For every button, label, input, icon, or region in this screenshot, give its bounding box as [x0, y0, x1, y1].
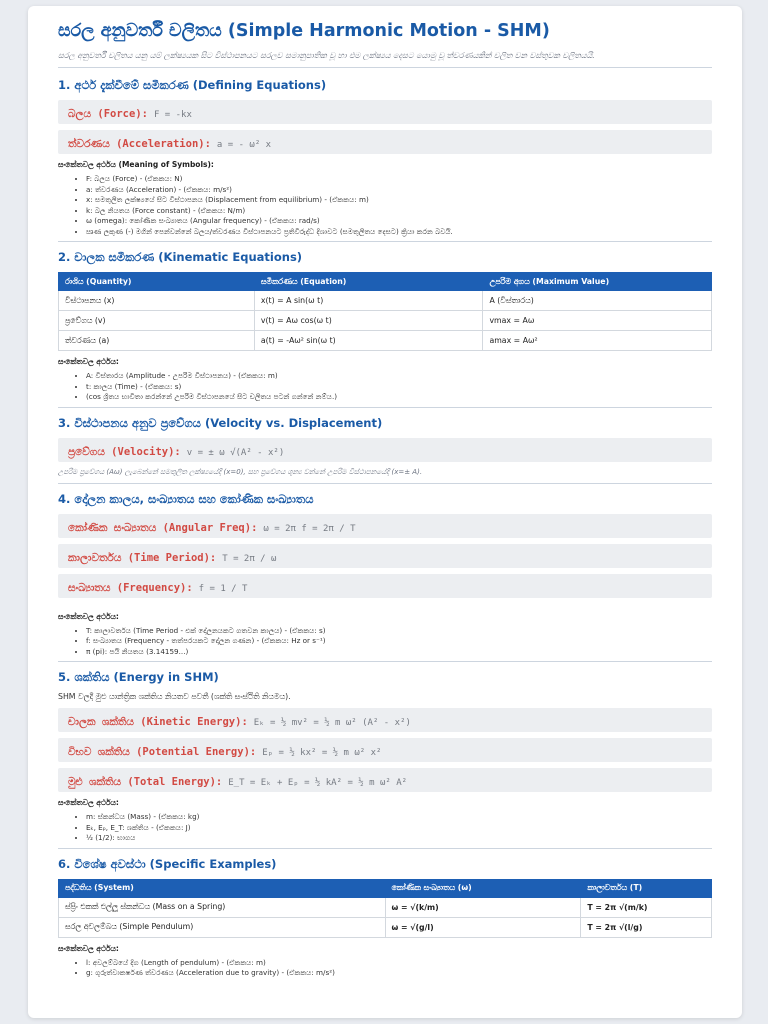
equation-formula: E_T = Eₖ + Eₚ = ½ kA² = ½ m ω² A² — [228, 778, 408, 788]
symbols-list — [58, 371, 712, 403]
symbols-heading: සංකේතවල අර්ථය: — [58, 611, 119, 621]
divider — [58, 483, 712, 484]
equation-formula: Eₖ = ½ mv² = ½ m ω² (A² - x²) — [253, 718, 411, 728]
equation-label: මුළු ශක්තිය (Total Energy): — [68, 776, 223, 788]
equation-label: සංඛ්‍යාතය (Frequency): — [68, 581, 193, 594]
equation-formula: F = -kx — [153, 110, 192, 120]
table-row — [59, 331, 712, 351]
equation-box — [58, 130, 712, 154]
section-intro: SHM වලදී මුළු යාන්ත්‍රික ශක්තිය නියතව පවතී (ශක්ති සංස්ථිති නියමය). — [58, 692, 291, 701]
section-heading: 1. අර්ථ දැක්වීමේ සමීකරණ (Defining Equations) — [58, 78, 327, 92]
list-item: • π (pi): පයි නියතය (3.14159...) — [86, 647, 712, 658]
section-heading: 3. විස්ථාපනය අනුව ප්‍රවේගය (Velocity vs. Displacement) — [58, 415, 383, 430]
table-cell: ප්‍රවේගය (v) — [59, 311, 255, 331]
divider — [58, 67, 712, 68]
equation-formula: ω = 2π f = 2π / T — [263, 523, 356, 534]
list-item: • F: බලය (Force) - (ඒකකය: N) — [86, 174, 712, 185]
list-item: • f: සංඛ්‍යාතය (Frequency - තත්පරයකට දෝලන ගණන) - (ඒකකය: Hz or s⁻¹) — [86, 636, 712, 647]
equation-label: චාලක ශක්තිය (Kinetic Energy): — [68, 716, 248, 728]
list-item: • A: විස්තාරය (Amplitude - උපරිම විස්ථාපනය) - (ඒකකය: m) — [86, 371, 712, 382]
equation-label: ප්‍රවේගය (Velocity): — [68, 445, 181, 458]
list-item: • x: සමතුලිත ලක්ෂ්‍යයේ සිට විස්ථාපනය (Displacement from equilibrium) - (ඒකකය: m) — [86, 195, 712, 206]
page-title: සරල අනුවර්තී චලිතය (Simple Harmonic Motion - SHM) — [58, 21, 550, 41]
list-item: • ½ (1/2): භාගය — [86, 833, 712, 844]
equation-formula: f = 1 / T — [198, 583, 248, 594]
column-header: උපරිම අගය (Maximum Value) — [483, 273, 712, 291]
examples-table — [58, 879, 712, 938]
section-heading: 6. විශේෂ අවස්ථා (Specific Examples) — [58, 856, 277, 871]
equation-formula: Eₚ = ½ kx² = ½ m ω² x² — [262, 748, 382, 758]
equation-box — [58, 574, 712, 598]
symbols-list — [58, 958, 712, 979]
table-cell: T = 2π √(m/k) — [581, 897, 712, 917]
divider — [58, 661, 712, 662]
list-item: • Eₖ, Eₚ, E_T: ශක්තිය - (ඒකකය: J) — [86, 823, 712, 834]
symbols-list — [58, 812, 712, 844]
section-heading: 2. චාලක සමීකරණ (Kinematic Equations) — [58, 250, 303, 264]
table-header-row — [59, 879, 712, 897]
table-row — [59, 311, 712, 331]
symbols-list — [58, 626, 712, 658]
column-header: කාලාවර්තය (T) — [581, 879, 712, 897]
equation-box — [58, 544, 712, 568]
section-heading: 5. ශක්තිය (Energy in SHM) — [58, 670, 219, 684]
symbols-heading: සංකේතවල අර්ථය: — [58, 357, 119, 366]
table-cell: v(t) = Aω cos(ω t) — [254, 311, 483, 331]
list-item: • g: ගුරුත්වාකර්ෂණ ත්වරණය (Acceleration due to gravity) - (ඒකකය: m/s²) — [86, 968, 712, 979]
table-cell: amax = Aω² — [483, 331, 712, 351]
equation-box — [58, 708, 712, 732]
list-item: • k: බල නියතය (Force constant) - (ඒකකය: N/m) — [86, 206, 712, 217]
table-cell: විස්ථාපනය (x) — [59, 291, 255, 311]
table-cell: ත්වරණය (a) — [59, 331, 255, 351]
equation-box — [58, 768, 712, 792]
section-heading: 4. දෝලන කාලය, සංඛ්‍යාතය සහ කෝණික සංඛ්‍යාතය — [58, 491, 314, 506]
symbols-list — [58, 174, 712, 237]
list-item: • ω (omega): කෝණික සංඛ්‍යාතය (Angular frequency) - (ඒකකය: rad/s) — [86, 216, 712, 227]
equation-box — [58, 738, 712, 762]
list-item: • a: ත්වරණය (Acceleration) - (ඒකකය: m/s²) — [86, 185, 712, 196]
column-header: රාශිය (Quantity) — [59, 273, 255, 291]
document-card — [28, 6, 742, 1018]
table-cell: A (විස්තාරය) — [483, 291, 712, 311]
note-text: උපරිම ප්‍රවේගය (Aω) ලැබෙන්නේ සමතුලිත ලක්ෂ්‍යයේදී (x=0), සහ ප්‍රවේගය ශුන්‍ය වන්නේ උපරිම විස්ථාපනයේදී (x=± A). — [58, 467, 423, 476]
column-header: සමීකරණය (Equation) — [254, 273, 483, 291]
table-cell: ස්ප්‍රිං එකක් එල්ලූ ස්කන්ධය (Mass on a Spring) — [59, 897, 386, 917]
table-row — [59, 897, 712, 917]
table-cell: vmax = Aω — [483, 311, 712, 331]
equation-box — [58, 100, 712, 124]
list-item: • t: කාලය (Time) - (ඒකකය: s) — [86, 382, 712, 393]
symbols-heading: සංකේතවල අර්ථය: — [58, 798, 119, 807]
symbols-heading: සංකේතවල අර්ථය: — [58, 943, 119, 953]
table-cell: සරල අවලම්බය (Simple Pendulum) — [59, 917, 386, 937]
divider — [58, 848, 712, 849]
intro-text: සරල අනුවර්තී චලිතය යනු යම් ලක්ෂ්‍යයක සිට විස්ථාපනයට සරලව සමානුපාතික වූ හා එම ලක්ෂ්‍යය දෙසට යොමු වූ ත්වරණයකින් චලිත වන වස්තුවක චලිතයයි. — [58, 51, 595, 60]
table-cell: ω = √(k/m) — [385, 897, 581, 917]
list-item: • m: ස්කන්ධය (Mass) - (ඒකකය: kg) — [86, 812, 712, 823]
equation-box — [58, 438, 712, 462]
column-header: කෝණික සංඛ්‍යාතය (ω) — [385, 879, 581, 897]
column-header: පද්ධතිය (System) — [59, 879, 386, 897]
equation-formula: a = - ω² x — [216, 140, 272, 150]
table-cell: T = 2π √(l/g) — [581, 917, 712, 937]
equation-label: කාලාවර්තය (Time Period): — [68, 551, 217, 564]
equation-label: බලය (Force): — [68, 108, 148, 120]
list-item: • ඍණ ලකුණ (-) මගින් පෙන්වන්නේ බලය/ත්වරණය විස්ථාපනයට ප්‍රතිවිරුද්ධ දිශාවට (සමතුලිතය දෙසට) ක්‍රියා කරන බවයි. — [86, 227, 712, 238]
list-item: • (cos ශ්‍රිතය භාවිතා කරන්නේ උපරිම විස්ථාපනයේ සිට චලිතය පටන් ගන්නේ නම්ය.) — [86, 392, 712, 403]
table-row — [59, 291, 712, 311]
table-cell: x(t) = A sin(ω t) — [254, 291, 483, 311]
kinematic-table — [58, 272, 712, 351]
equation-formula: v = ± ω √(A² - x²) — [186, 447, 285, 458]
table-cell: a(t) = -Aω² sin(ω t) — [254, 331, 483, 351]
equation-label: කෝණික සංඛ්‍යාතය (Angular Freq): — [68, 521, 258, 534]
equation-label: විභව ශක්තිය (Potential Energy): — [68, 746, 257, 758]
list-item: • l: අවලම්බයේ දිග (Length of pendulum) - (ඒකකය: m) — [86, 958, 712, 969]
table-cell: ω = √(g/l) — [385, 917, 581, 937]
list-item: • T: කාලාවර්තය (Time Period - එක් දෝලනයකට ගතවන කාලය) - (ඒකකය: s) — [86, 626, 712, 637]
divider — [58, 241, 712, 242]
table-row — [59, 917, 712, 937]
symbols-heading: සංකේතවල අර්ථය (Meaning of Symbols): — [58, 160, 214, 169]
table-header-row — [59, 273, 712, 291]
equation-box — [58, 514, 712, 538]
divider — [58, 407, 712, 408]
equation-label: ත්වරණය (Acceleration): — [68, 138, 211, 150]
equation-formula: T = 2π / ω — [222, 553, 277, 564]
